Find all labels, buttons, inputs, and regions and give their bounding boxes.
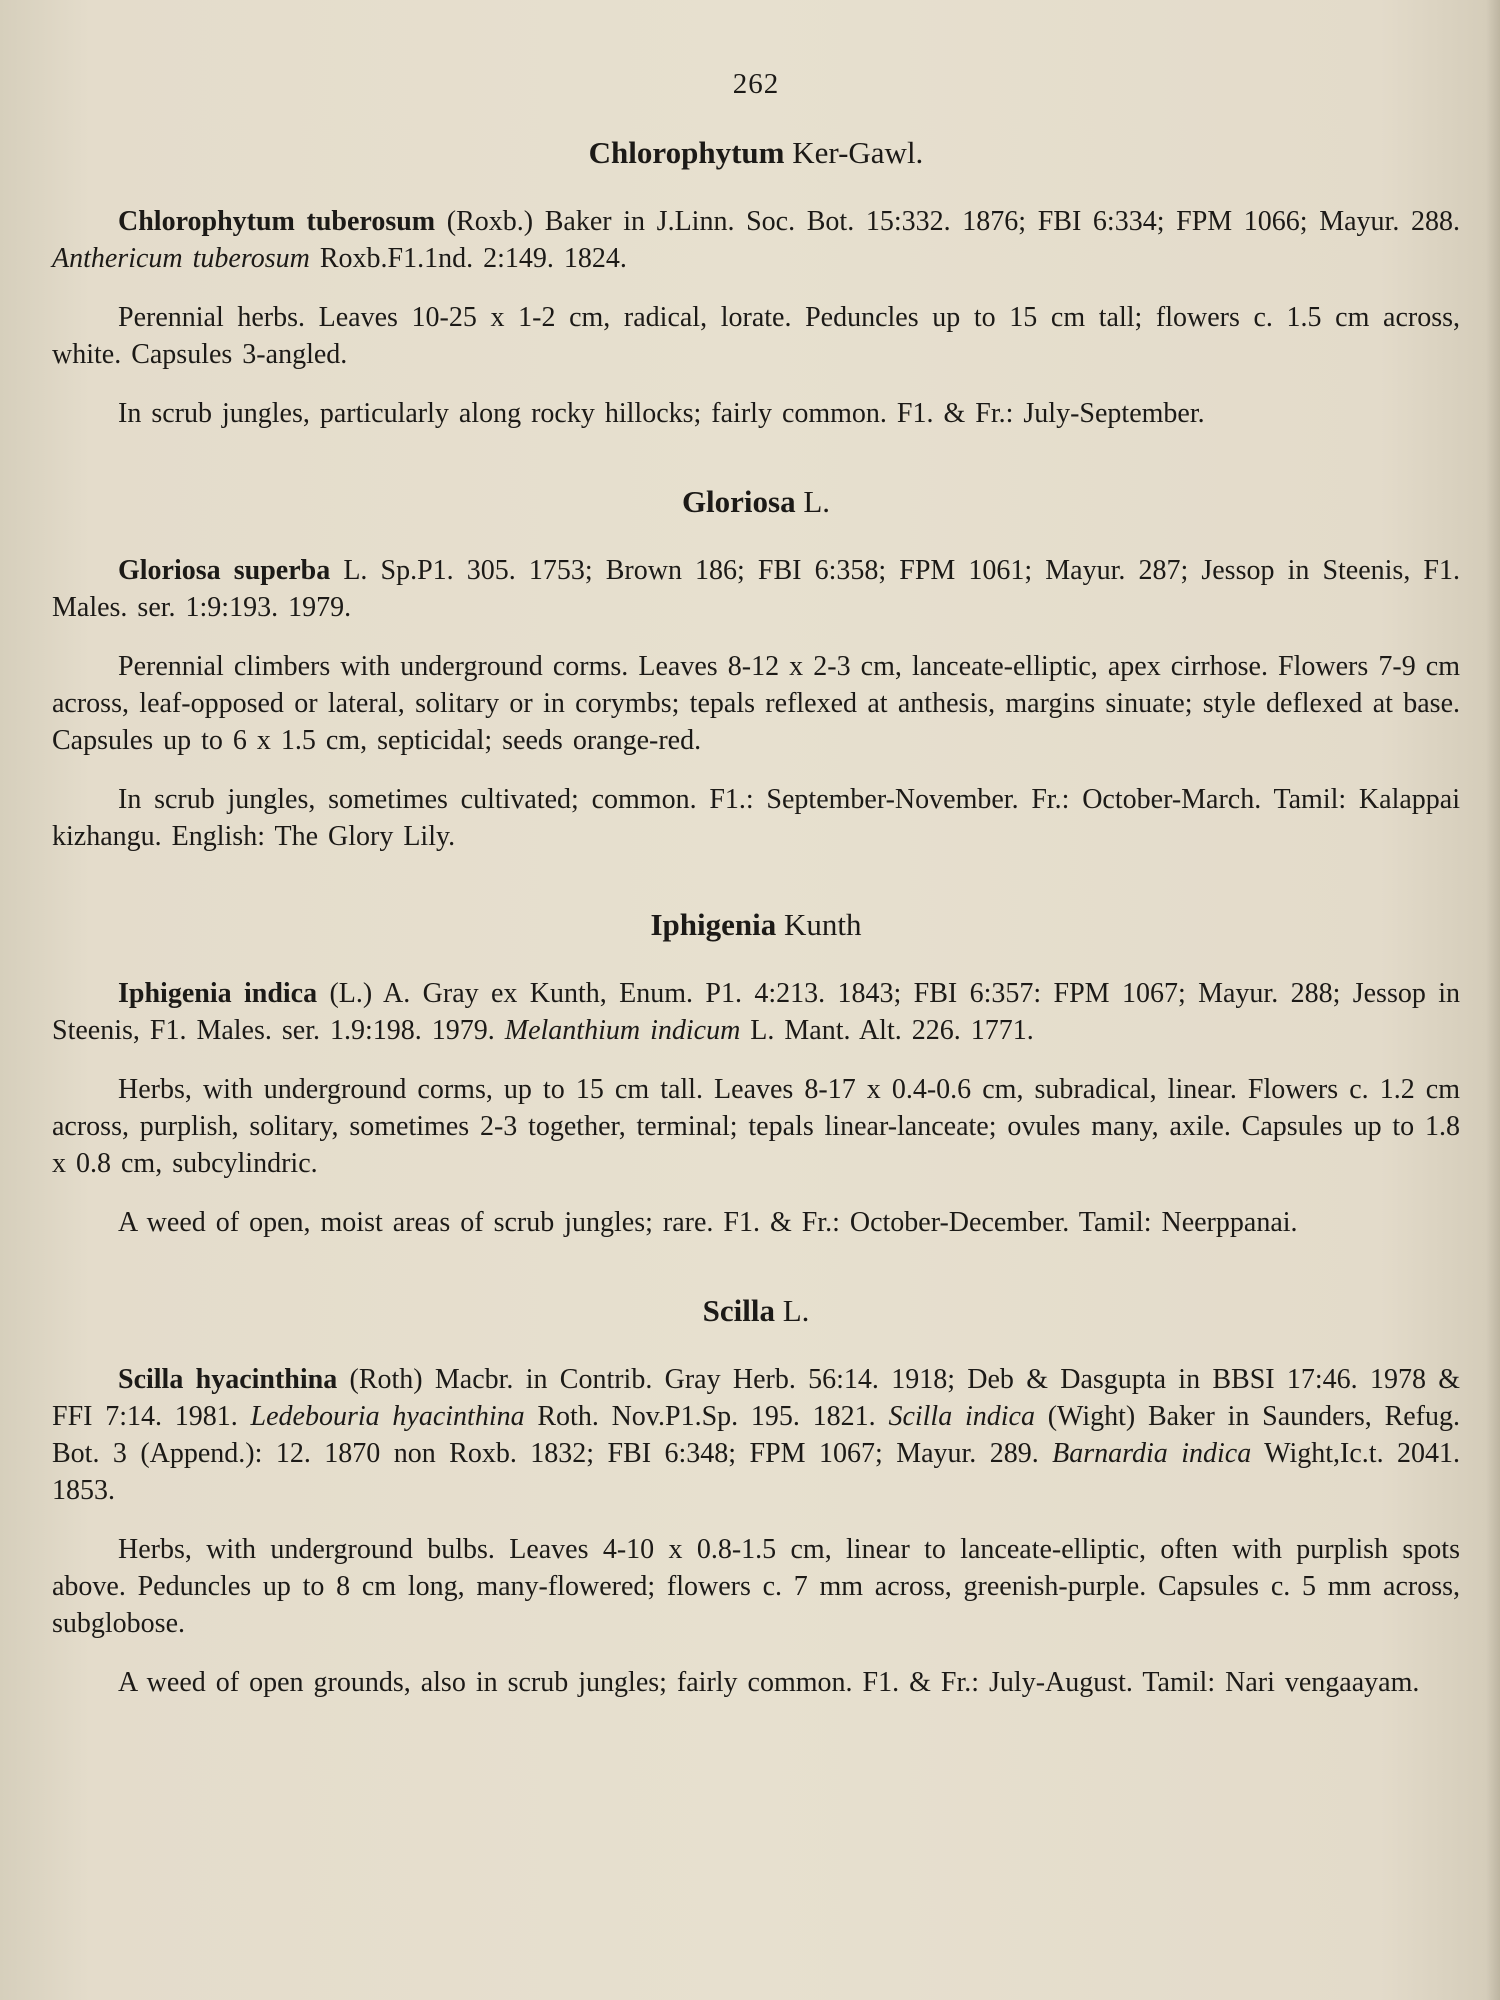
genus-section-chlorophytum: [52, 135, 1460, 432]
species-citation: Iphigenia indica (L.) A. Gray ex Kunth, Enum. P1. 4:213. 1843; FBI 6:357: FPM 1067; Mayur. 288; Jessop in Steenis, F1. Males. ser. 1.9:198. 1979. Melanthium indicum L. Mant. Alt. 226. 1771.: [52, 978, 1460, 1046]
synonym-name: Barnardia indica: [1052, 1438, 1252, 1469]
species-citation: Gloriosa superba L. Sp.P1. 305. 1753; Brown 186; FBI 6:358; FPM 1061; Mayur. 287; Jessop in Steenis, F1. Males. ser. 1:9:193. 1979.: [52, 555, 1460, 623]
species-habitat: A weed of open grounds, also in scrub jungles; fairly common. F1. & Fr.: July-August. Tamil: Nari vengaayam.: [118, 1667, 1420, 1698]
genus-name: Gloriosa: [681, 484, 796, 519]
species-name: Gloriosa superba: [118, 555, 331, 586]
genus-heading: [52, 484, 1460, 520]
genus-name: Chlorophytum: [588, 135, 785, 170]
genus-heading: [52, 1293, 1460, 1329]
genus-heading: [52, 907, 1460, 943]
species-habitat: In scrub jungles, sometimes cultivated; common. F1.: September-November. Fr.: October-March. Tamil: Kalappai kizhangu. English: The Glory Lily.: [52, 784, 1460, 852]
genus-name: Scilla: [702, 1293, 775, 1328]
species-description: Perennial herbs. Leaves 10-25 x 1-2 cm, radical, lorate. Peduncles up to 15 cm tall; flowers c. 1.5 cm across, white. Capsules 3-angled.: [52, 302, 1460, 370]
genus-author: L.: [782, 1293, 810, 1328]
genus-author: Kunth: [784, 907, 862, 942]
genus-name: Iphigenia: [650, 907, 777, 942]
species-description: Herbs, with underground corms, up to 15 cm tall. Leaves 8-17 x 0.4-0.6 cm, subradical, linear. Flowers c. 1.2 cm across, purplish, solitary, sometimes 2-3 together, terminal; tepals linear-lanceate; ovules many, axile. Capsules up to 1.8 x 0.8 cm, subcylindric.: [52, 1074, 1460, 1179]
genus-section-iphigenia: [52, 907, 1460, 1241]
species-description: Perennial climbers with underground corms. Leaves 8-12 x 2-3 cm, lanceate-elliptic, apex cirrhose. Flowers 7-9 cm across, leaf-opposed or lateral, solitary or in corymbs; tepals reflexed at anthesis, margins sinuate; style deflexed at base. Capsules up to 6 x 1.5 cm, septicidal; seeds orange-red.: [52, 651, 1460, 756]
species-habitat: A weed of open, moist areas of scrub jungles; rare. F1. & Fr.: October-December. Tamil: Neerppanai.: [118, 1207, 1298, 1238]
genus-author: Ker-Gawl.: [792, 135, 924, 170]
synonym-name: Scilla indica: [888, 1401, 1035, 1432]
genus-section-scilla: [52, 1293, 1460, 1701]
species-citation: Chlorophytum tuberosum (Roxb.) Baker in J.Linn. Soc. Bot. 15:332. 1876; FBI 6:334; FPM 1066; Mayur. 288. Anthericum tuberosum Roxb.F1.1nd. 2:149. 1824.: [52, 206, 1460, 274]
genus-heading: [52, 135, 1460, 171]
synonym-name: Anthericum tuberosum: [52, 243, 310, 274]
species-name: Chlorophytum tuberosum: [118, 206, 436, 237]
genus-section-gloriosa: [52, 484, 1460, 855]
species-name: Scilla hyacinthina: [118, 1364, 338, 1395]
species-description: Herbs, with underground bulbs. Leaves 4-10 x 0.8-1.5 cm, linear to lanceate-elliptic, often with purplish spots above. Peduncles up to 8 cm long, many-flowered; flowers c. 7 mm across, greenish-purple. Capsules c. 5 mm across, subglobose.: [52, 1534, 1460, 1639]
synonym-name: Ledebouria hyacinthina: [250, 1401, 525, 1432]
species-name: Iphigenia indica: [118, 978, 318, 1009]
genus-author: L.: [803, 484, 831, 519]
page-number: 262: [732, 68, 780, 100]
page-edge-shadow: [1486, 0, 1500, 2000]
species-habitat: In scrub jungles, particularly along rocky hillocks; fairly common. F1. & Fr.: July-September.: [118, 398, 1205, 429]
synonym-name: Melanthium indicum: [504, 1015, 741, 1046]
species-citation: Scilla hyacinthina (Roth) Macbr. in Contrib. Gray Herb. 56:14. 1918; Deb & Dasgupta in BBSI 17:46. 1978 & FFI 7:14. 1981. Ledebouria hyacinthina Roth. Nov.P1.Sp. 195. 1821. Scilla indica (Wight) Baker in Saunders, Refug. Bot. 3 (Append.): 12. 1870 non Roxb. 1832; FBI 6:348; FPM 1067; Mayur. 289. Barnardia indica Wight,Ic.t. 2041. 1853.: [52, 1364, 1461, 1506]
